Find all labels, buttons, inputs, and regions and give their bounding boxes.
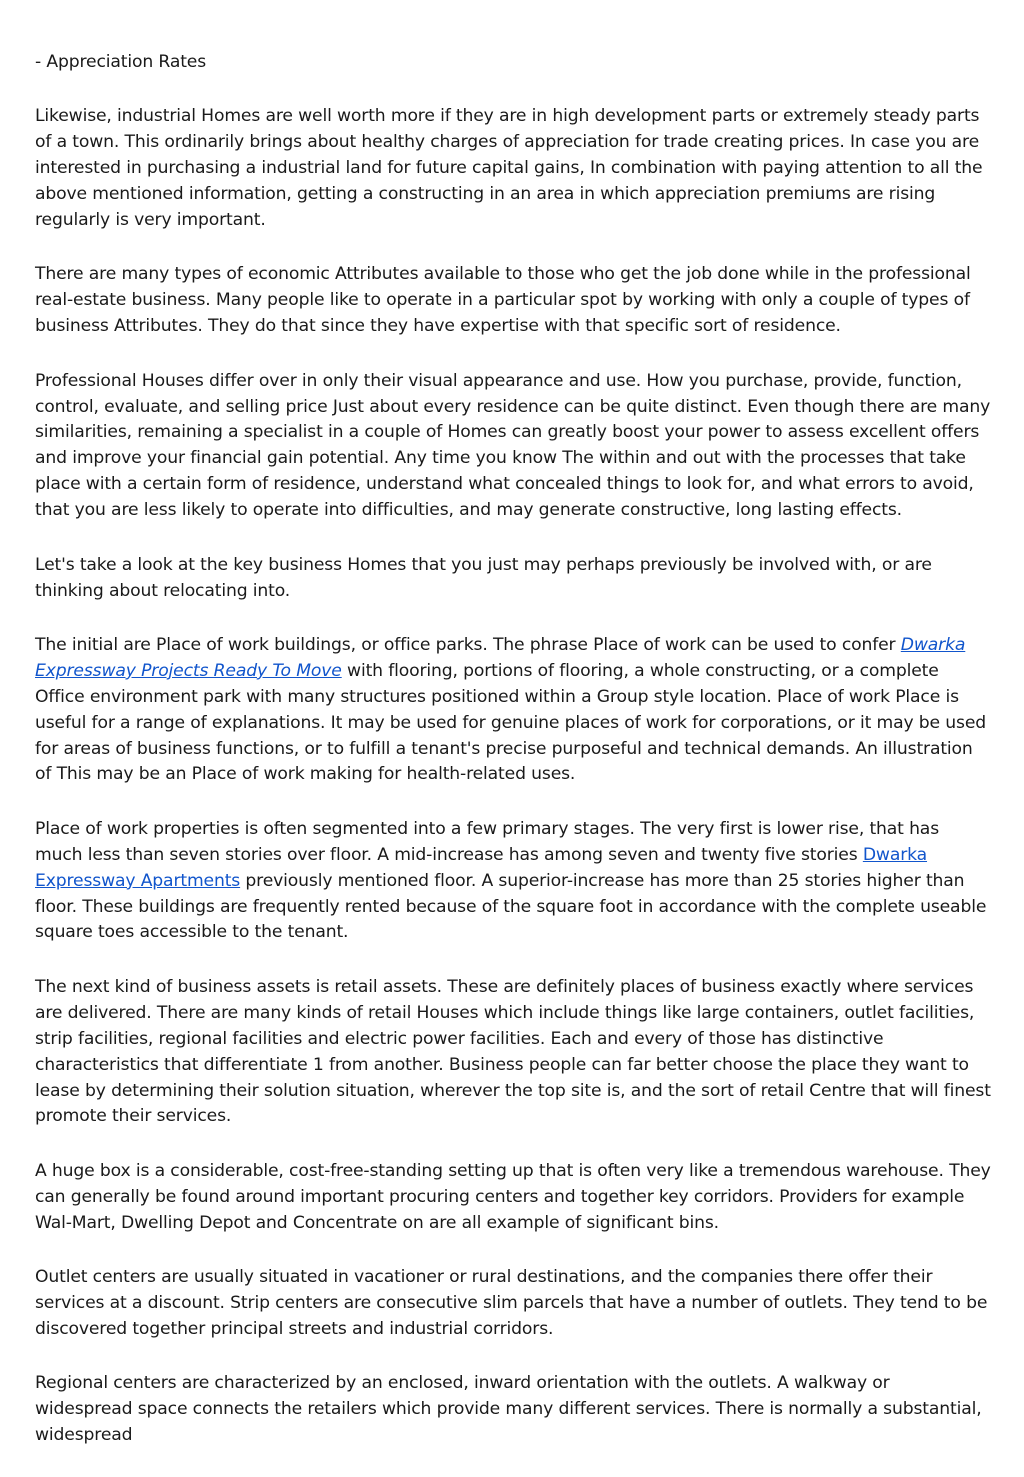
paragraph-text-segment: The initial are Place of work buildings, or office parks. The phrase Place of work can be used to confer bbox=[35, 634, 901, 655]
paragraph-professional-houses: Professional Houses differ over in only their visual appearance and use. How you purchase, provide, function, control, evaluate, and selling price Just about every residence can be quite distinct. Even though there are many similarities, remaining a specialist in a couple of Homes can greatly boost your power to assess excellent offers and improve your financial gain potential. Any time you know The within and out with the processes that take place with a certain form of residence, understand what concealed things to look for, and what errors to avoid, that you are less likely to operate into difficulties, and may generate constructive, long lasting effects. bbox=[35, 370, 991, 521]
paragraph-key-business-homes: Let's take a look at the key business Homes that you just may perhaps previously be involved with, or are thinking about relocating into. bbox=[35, 554, 932, 601]
paragraph-big-box: A huge box is a considerable, cost-free-standing setting up that is often very like a tremendous warehouse. They can generally be found around important procuring centers and together key corridors. Providers for example Wal-Mart, Dwelling Depot and Concentrate on are all example of significant bins. bbox=[35, 1160, 991, 1233]
paragraph-office-stages bbox=[35, 817, 991, 947]
paragraph-appreciation: Likewise, industrial Homes are well worth more if they are in high development parts or extremely steady parts of a town. This ordinarily brings about healthy charges of appreciation for trade creating prices. In case you are interested in purchasing a industrial land for future capital gains, In combination with paying attention to all the above mentioned information, getting a constructing in an area in which appreciation premiums are rising regularly is very important. bbox=[35, 106, 983, 231]
paragraph-economic-attributes: There are many types of economic Attributes available to those who get the job done while in the professional real-estate business. Many people like to operate in a particular spot by working with only a couple of types of business Attributes. They do that since they have expertise with that specific sort of residence. bbox=[35, 264, 971, 337]
link-dwarka-expressway-apartments[interactable]: Dwarka Expressway Apartments bbox=[35, 844, 928, 891]
document-page bbox=[35, 50, 991, 1477]
paragraph-text-segment: Place of work properties is often segmented into a few primary stages. The very first is lower rise, that has much less than seven stories over floor. A mid-increase has among seven and twenty five stories bbox=[35, 818, 939, 865]
paragraph-outlet-centers: Outlet centers are usually situated in vacationer or rural destinations, and the companies there offer their services at a discount. Strip centers are consecutive slim parcels that have a number of outlets. They tend to be discovered together principal streets and industrial corridors. bbox=[35, 1267, 988, 1339]
paragraph-text-segment: previously mentioned floor. A superior-increase has more than 25 stories higher than floor. These buildings are frequently rented because of the square foot in accordance with the complete useable square toes accessible to the tenant. bbox=[35, 870, 987, 943]
paragraph-regional-centers: Regional centers are characterized by an enclosed, inward orientation with the outlets. A walkway or widespread space connects the retailers which provide many different services. There is normally a substantial, widespread bbox=[35, 1373, 982, 1446]
paragraph-text-segment: with flooring, portions of flooring, a whole constructing, or a complete Office environment park with many structures positioned within a Group style location. Place of work Place is useful for a range of explanations. It may be used for genuine places of work for corporations, or it may be used for areas of business functions, or to fulfill a tenant's precise purposeful and technical demands. An illustration of This may be an Place of work making for health-related uses. bbox=[35, 660, 987, 785]
section-heading: - Appreciation Rates bbox=[35, 52, 207, 72]
link-dwarka-expressway-projects[interactable]: Dwarka Expressway Projects Ready To Move bbox=[35, 634, 966, 681]
paragraph-retail-assets: The next kind of business assets is retail assets. These are definitely places of business exactly where services are delivered. There are many kinds of retail Houses which include things like large containers, outlet facilities, strip facilities, regional facilities and electric power facilities. Each and every of those has distinctive characteristics that differentiate 1 from another. Business people can far better choose the place they want to lease by determining their solution situation, wherever the top site is, and the sort of retail Centre that will finest promote their services. bbox=[35, 976, 991, 1127]
paragraph-office-buildings bbox=[35, 633, 991, 788]
